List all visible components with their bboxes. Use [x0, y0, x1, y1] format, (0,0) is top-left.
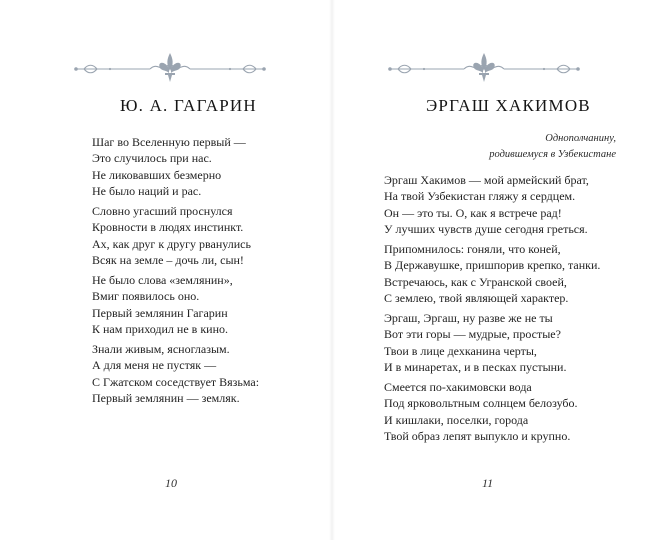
poem-line: Это случилось при нас. [92, 151, 212, 166]
poem-line: К нам приходил не в кино. [92, 321, 228, 336]
poem-line: Всяк на земле – дочь ли, сын! [92, 252, 244, 267]
poem-line: Вмиг появилось оно. [92, 289, 200, 304]
poem-title: Ю. А. ГАГАРИН [120, 96, 257, 115]
poem-line: У лучших чувств душе сегодня греться. [384, 221, 588, 236]
poem-line: Твои в лице дехканина черты, [384, 343, 537, 358]
stanza [384, 310, 566, 375]
poem-line: Смеется по-хакимовски вода [384, 380, 532, 394]
poem-line: Шаг во Вселенную первый — [92, 135, 246, 149]
poem-line: Первый землянин Гагарин [92, 305, 228, 320]
fleur-de-lis-icon [388, 53, 580, 82]
stanza [384, 172, 589, 237]
dedication-line: Однополчанину, [545, 133, 616, 144]
dedication-line: родившемуся в Узбекистане [489, 148, 616, 160]
poem-line: Кровности в людях инстинкт. [92, 220, 244, 235]
right-page [332, 0, 664, 540]
poem-line: Словно угасший проснулся [92, 204, 233, 218]
poem-line: Знали живым, ясноглазым. [92, 342, 230, 356]
header-ornament [70, 50, 270, 84]
poem-line: С Гжатском соседствует Вязьма: [92, 374, 260, 389]
poem-line: И кишлаки, поселки, города [384, 412, 529, 427]
stanza [92, 341, 259, 406]
stanza [384, 241, 600, 306]
poem-title: ЭРГАШ ХАКИМОВ [426, 96, 591, 115]
poem-line: С землею, твой являющей характер. [384, 290, 569, 305]
header-ornament [384, 50, 584, 84]
poem-line: Он — это ты. О, как я встрече рад! [384, 205, 562, 220]
poem-line: Не было слова «землянин», [92, 273, 233, 287]
poem-line: Не было наций и рас. [92, 183, 202, 198]
stanza [92, 272, 233, 337]
poem-line: А для меня не пустяк — [92, 358, 217, 373]
poem-line: Эргаш Хакимов — мой армейский брат, [384, 173, 589, 187]
fleur-de-lis-icon [74, 53, 266, 82]
stanza [92, 203, 251, 268]
poem-line: Вот эти горы — мудрые, простые? [384, 327, 561, 342]
poem-line: Не ликовавших безмерно [92, 167, 222, 182]
poem-line: Встречаюсь, как с Угранской своей, [384, 274, 567, 289]
poem-line: Эргаш, Эргаш, ну разве же не ты [384, 311, 553, 325]
poem-line: И в минаретах, и в песках пустыни. [384, 359, 567, 374]
poem-line: В Державушке, пришпорив крепко, танки. [384, 258, 601, 273]
page-number: 11 [482, 476, 494, 490]
dedication [489, 131, 616, 162]
page-number: 10 [165, 476, 177, 490]
poem-line: Твой образ лепят выпукло и крупно. [384, 428, 571, 443]
stanza [384, 379, 578, 444]
poem-line: На твой Узбекистан гляжу я сердцем. [384, 189, 576, 204]
stanza [92, 134, 246, 199]
poem-line: Первый землянин — земляк. [92, 390, 240, 405]
poem-line: Ах, как друг к другу рванулись [92, 236, 251, 251]
poem-line: Припомнилось: гоняли, что коней, [384, 242, 561, 256]
poem-line: Под ярковольтным солнцем белозубо. [384, 396, 578, 411]
